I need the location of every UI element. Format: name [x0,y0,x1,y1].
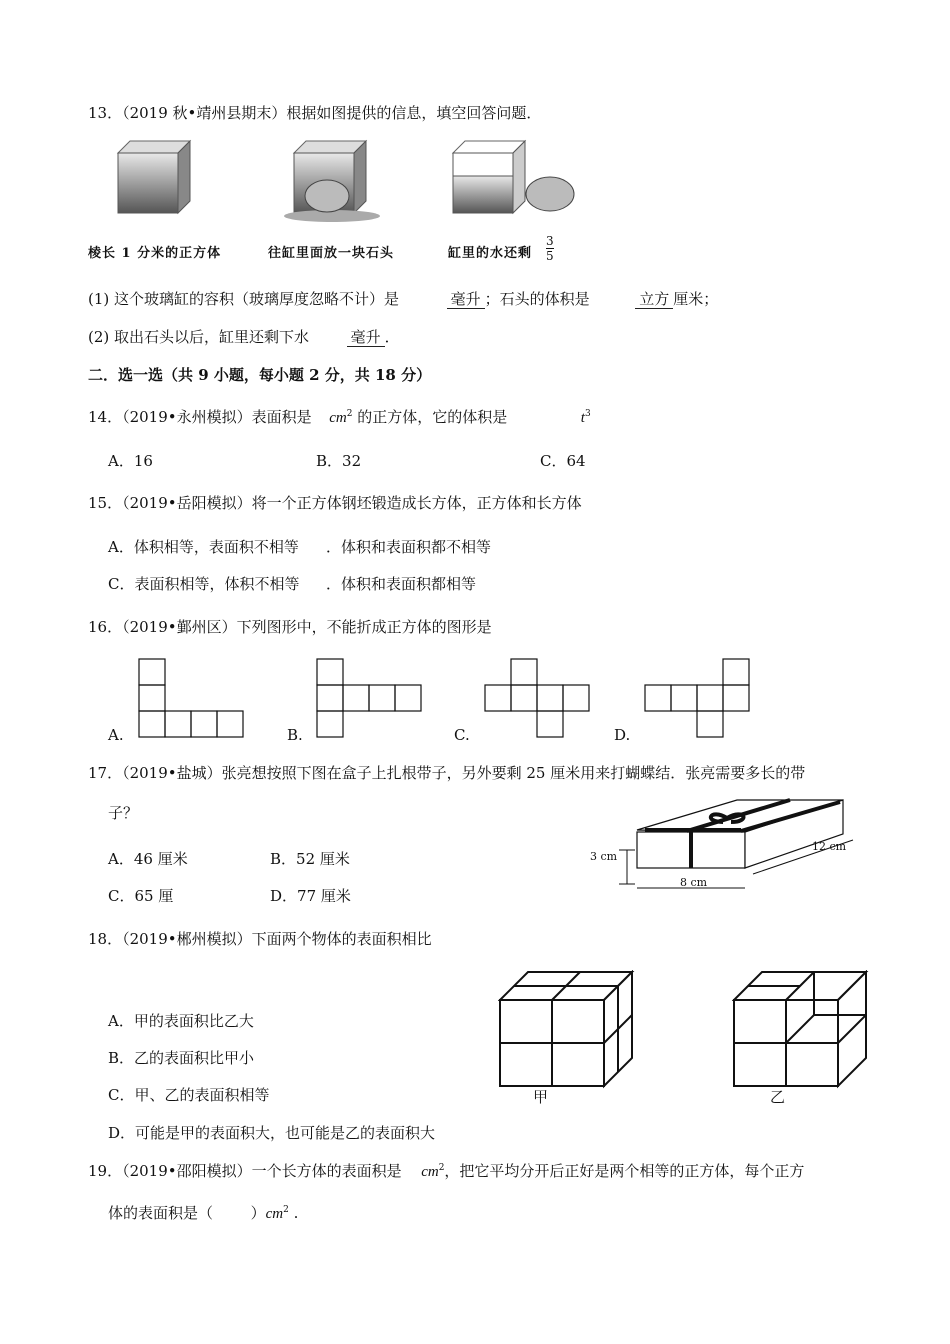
q18-option-c[interactable]: C．甲、乙的表面积相等 [108,1086,270,1104]
q13-blank-water: 毫升 [347,328,385,347]
q16-net-d[interactable] [644,658,754,740]
q13-figure-stone-in-tank [282,138,382,223]
q16-label-c: C. [454,726,470,744]
q15-option-b[interactable]: ．体积和表面积都不相等 [326,538,492,556]
q14-unit2: t [580,410,585,426]
q19-stem: 19．（2019•邵阳模拟）一个长方体的表面积是 $cm^2$，把它平均分开后正好是两个相等的正方体，每个正方 [88,1162,805,1180]
q17-dim-height: 3 cm [590,850,618,863]
q13-figure-remaining-water [445,138,585,218]
q13-line2-a: (2) 取出石头以后，缸里还剩下水 [88,328,310,346]
q13-line1 [88,288,718,309]
q13-line2 [88,326,400,347]
q15-title: 15．（2019•岳阳模拟）将一个正方体钢坯锻造成长方体，正方体和长方体 [88,494,582,512]
q13-caption-1: 棱长 1 分米的正方体 [88,246,222,261]
q13-fraction-num: 3 [546,234,554,248]
q19-stem-cont: 体的表面积是（ ）$cm^2$ . [108,1204,299,1222]
q17-title: 17．（2019•盐城）张亮想按照下图在盒子上扎根带子，另外要剩 25 厘米用来打蝴蝶结．张亮需要多长的带 [88,764,806,782]
q19-unit2: cm [265,1206,284,1222]
q15-option-c[interactable]: C．表面积相等，体积不相等 [108,575,300,593]
q19-text-a: 19．（2019•邵阳模拟）一个长方体的表面积是 [88,1162,402,1180]
q15-option-d[interactable]: ．体积和表面积都相等 [326,575,477,593]
q18-figure-jia [498,970,638,1090]
section-2-heading: 二．选一选（共 9 小题，每小题 2 分，共 18 分） [88,366,432,384]
q13-line2-c: ． [384,328,400,346]
q19-unit: cm [421,1164,439,1180]
q13-fraction-den: 5 [546,249,554,263]
q16-title: 16．（2019•鄞州区）下列图形中，不能折成正方体的图形是 [88,618,492,636]
q17-title-cont: 子？ [108,804,139,822]
q14-option-c[interactable]: C．64 [540,452,586,470]
q18-option-b[interactable]: B．乙的表面积比甲小 [108,1049,255,1067]
q17-dim-width: 8 cm [680,876,708,889]
q17-option-b[interactable]: B．52 厘米 [270,850,350,868]
q13-line1-c: ；石头的体积是 [484,290,590,308]
q13-caption-3: 缸里的水还剩 [448,246,533,261]
q19-text-d: ） [250,1204,266,1222]
q17-option-a[interactable]: A．46 厘米 [108,850,188,868]
q14-option-a[interactable]: A．16 [108,452,153,470]
q13-figure-cube [108,138,198,218]
q16-label-b: B. [287,726,303,744]
q14-unit: cm [329,410,347,426]
q13-blank-stone-volume: 立方 [635,290,673,309]
q13-fraction [546,234,554,263]
q18-label-jia: 甲 [533,1088,549,1106]
q17-option-c[interactable]: C．65 厘 [108,887,174,905]
q18-option-a[interactable]: A．甲的表面积比乙大 [108,1012,254,1030]
q14-stem: 14．（2019•永州模拟）表面积是 $cm^2$ 的正方体，它的体积是 $t^3$ [88,408,591,426]
q18-label-yi: 乙 [770,1088,786,1106]
q16-label-a: A. [108,726,124,744]
q13-blank-capacity: 毫升 [447,290,485,309]
q18-option-d[interactable]: D．可能是甲的表面积大，也可能是乙的表面积大 [108,1124,436,1142]
q13-title: 13．（2019 秋•靖州县期末）根据如图提供的信息，填空回答问题． [88,104,542,122]
q14-text-a: 14．（2019•永州模拟）表面积是 [88,408,312,426]
q19-text-c: 体的表面积是（ [108,1204,214,1222]
q14-text-b: 的正方体，它的体积是 [357,408,508,426]
q13-line1-e: 厘米； [673,290,719,308]
q19-text-b: ，把它平均分开后正好是两个相等的正方体，每个正方 [444,1162,805,1180]
q16-net-c[interactable] [484,658,594,740]
q14-option-b[interactable]: B．32 [316,452,362,470]
q17-dim-length: 12 cm [812,840,847,853]
q18-title: 18．（2019•郴州模拟）下面两个物体的表面积相比 [88,930,432,948]
q13-caption-2: 往缸里面放一块石头 [268,246,395,261]
q17-option-d[interactable]: D．77 厘米 [270,887,351,905]
q18-figure-yi [732,970,872,1090]
q13-line1-a: (1) 这个玻璃缸的容积（玻璃厚度忽略不计）是 [88,290,400,308]
q16-net-a[interactable] [138,658,248,740]
q15-option-a[interactable]: A．体积相等，表面积不相等 [108,538,299,556]
q16-net-b[interactable] [316,658,426,740]
q16-label-d: D. [614,726,631,744]
